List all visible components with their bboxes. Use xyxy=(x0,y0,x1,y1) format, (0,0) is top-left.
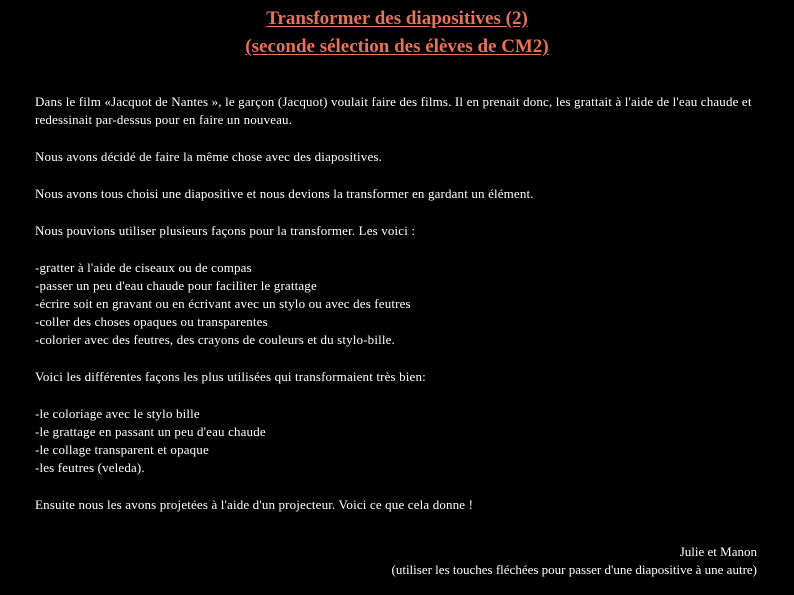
methods-list xyxy=(35,259,760,349)
intro-paragraph-film: Dans le film «Jacquot de Nantes », le garçon (Jacquot) voulait faire des films. Il en prenait donc, les grattait à l'aide de l'eau chaude et redessinait par-dessus pour en faire un nouveau. xyxy=(35,94,752,127)
main-content xyxy=(35,93,760,514)
list-item: -coller des choses opaques ou transparentes xyxy=(35,314,268,329)
page-subtitle: (seconde sélection des élèves de CM2) xyxy=(245,36,549,57)
list-item: -passer un peu d'eau chaude pour faciliter le grattage xyxy=(35,278,317,293)
authors: Julie et Manon xyxy=(679,544,757,559)
list-item: -gratter à l'aide de ciseaux ou de compas xyxy=(35,260,252,275)
list-item: -le collage transparent et opaque xyxy=(35,442,209,457)
page-title: Transformer des diapositives (2) xyxy=(266,8,528,29)
list-item: -les feutres (veleda). xyxy=(35,460,145,475)
intro-paragraph-choice: Nous avons tous choisi une diapositive et nous devions la transformer en gardant un élément. xyxy=(35,186,534,201)
list-item: -le grattage en passant un peu d'eau chaude xyxy=(35,424,266,439)
best-methods-list xyxy=(35,405,760,477)
list-item: -colorier avec des feutres, des crayons de couleurs et du stylo-bille. xyxy=(35,332,395,347)
best-methods-intro: Voici les différentes façons les plus utilisées qui transformaient très bien: xyxy=(35,369,426,384)
closing-paragraph: Ensuite nous les avons projetées à l'aide d'un projecteur. Voici ce que cela donne ! xyxy=(35,497,474,512)
navigation-hint: (utiliser les touches fléchées pour passer d'une diapositive à une autre) xyxy=(391,562,757,577)
list-item: -écrire soit en gravant ou en écrivant avec un stylo ou avec des feutres xyxy=(35,296,411,311)
signature xyxy=(392,543,758,579)
intro-paragraph-methods: Nous pouvions utiliser plusieurs façons pour la transformer. Les voici : xyxy=(35,223,416,238)
list-item: -le coloriage avec le stylo bille xyxy=(35,406,200,421)
intro-paragraph-decision: Nous avons décidé de faire la même chose avec des diapositives. xyxy=(35,149,382,164)
